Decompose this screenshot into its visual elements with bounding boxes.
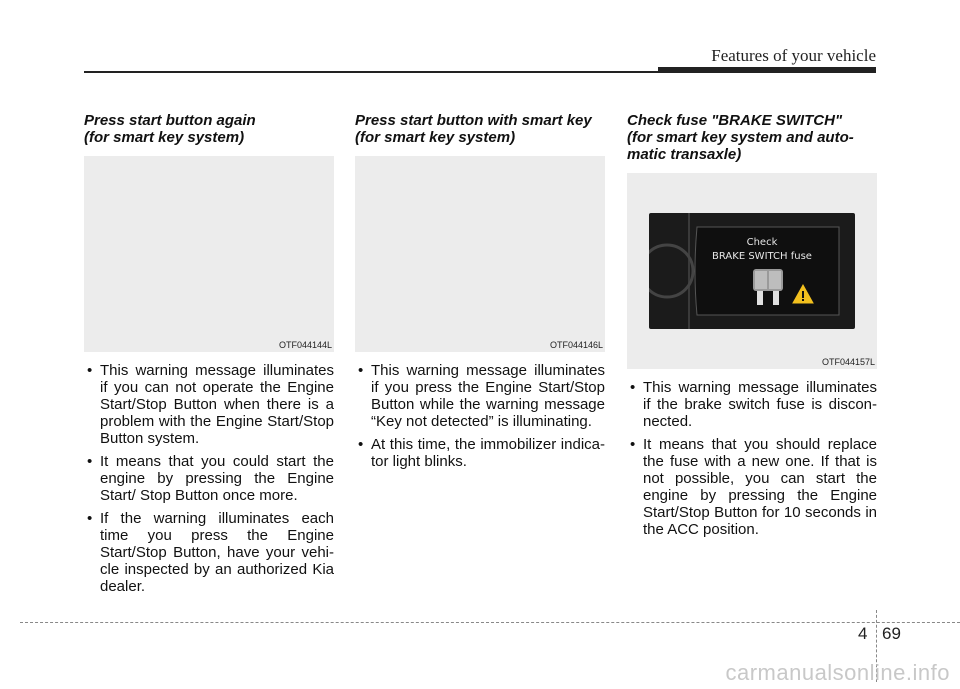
figure-caption: OTF044157L (821, 357, 875, 367)
bullet-list (84, 362, 334, 595)
section-heading (627, 112, 877, 163)
footer-rule (20, 622, 960, 623)
watermark: carmanualsonline.info (725, 660, 950, 685)
list-item: • This warning message illuminates if you press the Engine Start/Stop Button while the warning message “Key not detected” is illuminating. (355, 362, 605, 430)
heading-line: Press start button with smart key (355, 112, 592, 129)
heading-line: Check fuse "BRAKE SWITCH" (627, 112, 843, 129)
list-item: • This warning message illuminates if you can not operate the Engine Start/Stop Button when there is a problem with the Engine Start/Stop Button system. (84, 362, 334, 447)
bullet-list (627, 379, 877, 538)
figure-caption: OTF044146L (549, 340, 603, 350)
heading-line: Press start button again (84, 112, 256, 129)
heading-line: (for smart key system) (355, 129, 516, 146)
list-item: • If the warning illuminates each time you press the Engine Start/Stop Button, have your vehi-cle inspected by an authorized Kia dealer. (84, 510, 334, 595)
section-heading (355, 112, 605, 146)
page-number: 69 (882, 624, 901, 643)
heading-line: matic transaxle) (627, 146, 742, 163)
column-check-fuse (627, 112, 877, 544)
list-item: • It means that you could start the engine by pressing the Engine Start/ Stop Button once more. (84, 453, 334, 504)
cluster-display-graphic (649, 213, 855, 329)
heading-line: (for smart key system) (84, 129, 245, 146)
list-item: • At this time, the immobilizer indica-tor light blinks. (355, 436, 605, 470)
list-item: • It means that you should replace the fuse with a new one. If that is not possible, you can start the engine by pressing the Engine Start/Stop Button for 10 seconds in the ACC position. (627, 436, 877, 538)
figure-image (627, 173, 877, 369)
bullet-list (355, 362, 605, 470)
column-press-start-smart-key (355, 112, 605, 476)
header-rule (84, 71, 876, 73)
cluster-display (649, 213, 855, 329)
screen-text-line2: BRAKE SWITCH fuse (712, 251, 812, 262)
figure-image (355, 156, 605, 352)
header-title: Features of your vehicle (711, 46, 876, 65)
heading-line: (for smart key system and auto- (627, 129, 854, 146)
chapter-number: 4 (858, 624, 868, 643)
section-heading (84, 112, 334, 146)
figure-image (84, 156, 334, 352)
list-item: • This warning message illuminates if the brake switch fuse is discon-nected. (627, 379, 877, 430)
screen-text-line1: Check (746, 237, 778, 248)
column-press-start-again (84, 112, 334, 601)
figure-caption: OTF044144L (278, 340, 332, 350)
